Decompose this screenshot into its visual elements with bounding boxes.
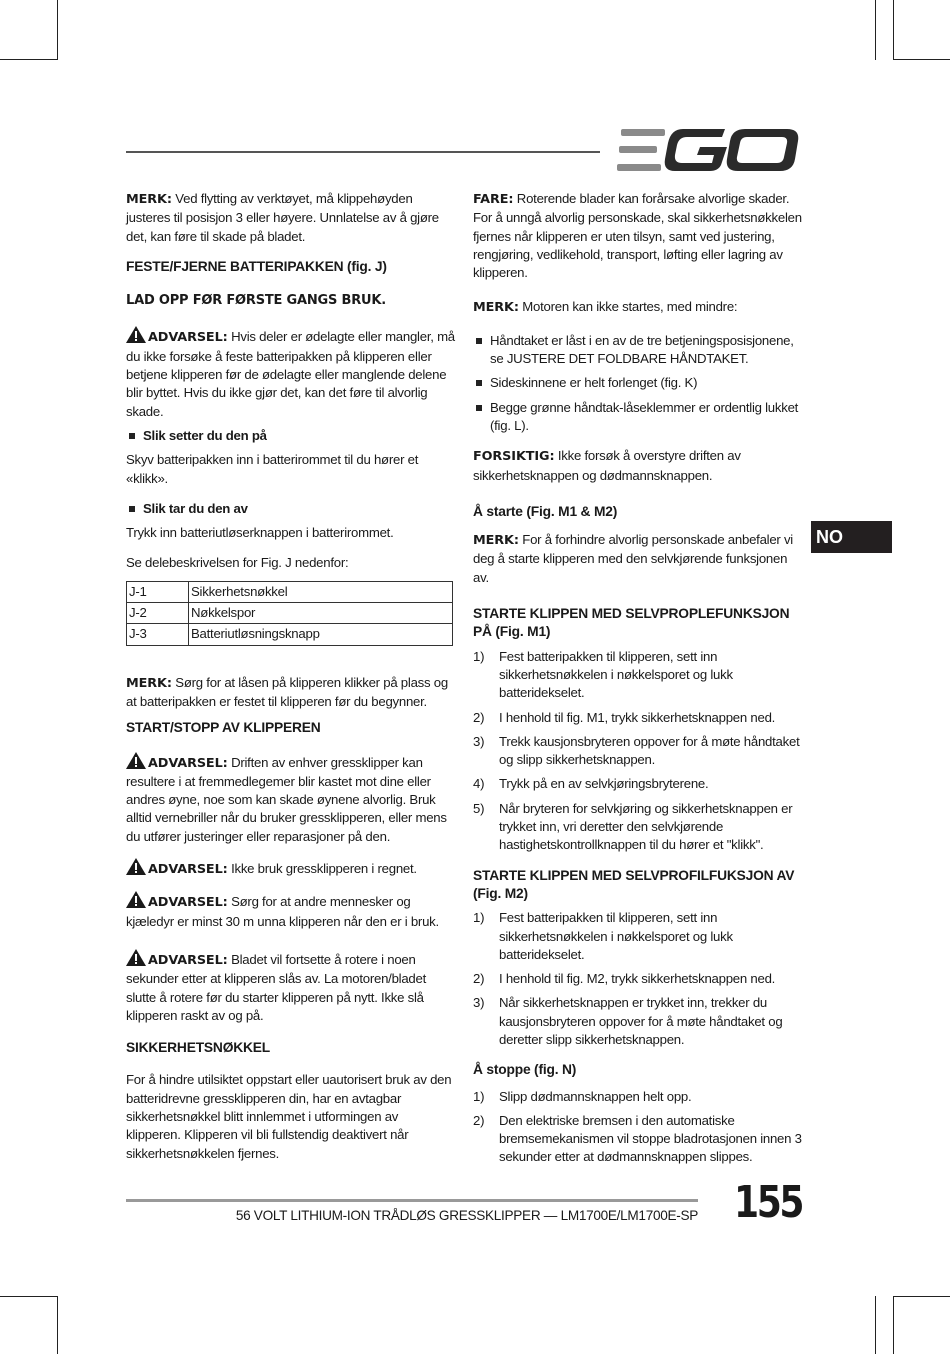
numbered-step: 1) Fest batteripakken til klipperen, sett inn sikkerhetsnøkkelen i nøkkelsporet og lukk batteridekselet. <box>473 648 733 701</box>
right-column <box>473 190 803 1173</box>
crop-mark <box>0 59 57 60</box>
warning-paragraph: ADVARSEL: Hvis deler er ødelagte eller mangler, må du ikke forsøke å feste batteripakken på klipperen eller betjene klipperen før de ødelagte eller manglende delene blir byttet. Hvis du ikke gjør det, kan det føre til alvorlig skade. <box>126 326 456 420</box>
footer-title: 56 VOLT LITHIUM-ION TRÅDLØS GRESSKLIPPER — LM1700E/LM1700E-SP <box>235 1208 698 1223</box>
section-heading: STARTE KLIPPEN MED SELVPROFILFUKSJON AV (Fig. M2) <box>473 867 795 901</box>
crop-mark <box>0 1296 57 1297</box>
danger-paragraph: FARE: Roterende blader kan forårsake alvorlige skader. For å unngå alvorlig personskade, skal sikkerhetsnøkkelen fjernes når klipperen er uten tilsyn, samt ved justering, rengjøring, vedlikehold, transport, løfting eller lagring av klipperen. <box>473 191 802 281</box>
crop-mark <box>893 59 950 60</box>
paragraph: For å hindre utilsiktet oppstart eller uautorisert bruk av den batteridrevne gressklipperen din, har en avtagbar sikkerhetsnøkkel blitt innlemmet i utformingen av klipperen. Klipperen vil bli fullstendig deaktivert når sikkerhetsnøkkelen fjernes. <box>126 1072 452 1161</box>
parts-table <box>126 581 453 646</box>
section-heading: STARTE KLIPPEN MED SELVPROPLEFUNKSJON PÅ (Fig. M1) <box>473 606 790 640</box>
numbered-step: 5) Når bryteren for selvkjøring og sikkerhetsknappen er trykket inn, vri deretter den selvkjørende hastighetskontrollknappen til du hører et "klikk". <box>473 800 793 853</box>
warning-icon <box>126 752 146 769</box>
section-heading: Å stoppe (fig. N) <box>473 1062 577 1078</box>
paragraph: Se delebeskrivelsen for Fig. J nedenfor: <box>126 555 349 571</box>
crop-mark <box>893 1296 894 1354</box>
warning-paragraph: ADVARSEL: Ikke bruk gressklipperen i regnet. <box>126 858 456 879</box>
section-heading: Å starte (Fig. M1 & M2) <box>473 503 618 519</box>
bullet-item: Slik tar du den av <box>126 500 456 518</box>
bullet-item: Begge grønne håndtak-låseklemmer er ordentlig lukket (fig. L). <box>473 399 803 436</box>
note-paragraph: MERK: Ved flytting av verktøyet, må klippehøyden justeres til posisjon 3 eller høyere. Unnlatelse av å gjøre det, kan føre til skade på bladet. <box>126 191 439 244</box>
section-heading: SIKKERHETSNØKKEL <box>126 1040 270 1056</box>
numbered-step: 3) Trekk kausjonsbryteren oppover for å møte håndtaket og slipp sikkerhetsknappen. <box>473 733 800 768</box>
caution-paragraph: FORSIKTIG: Ikke forsøk å overstyre driften av sikkerhetsknappen og dødmannsknappen. <box>473 448 741 483</box>
section-heading: FESTE/FJERNE BATTERIPAKKEN (fig. J) <box>126 258 387 274</box>
numbered-step: 3) Når sikkerhetsknappen er trykket inn, trekker du kausjonsbryteren oppover for å møte håndtaket og deretter slipp sikkerhetsknappen. <box>473 995 783 1047</box>
table-row <box>127 624 453 645</box>
bullet-item: Sideskinnene er helt forlenget (fig. K) <box>473 374 803 392</box>
paragraph: Trykk inn batteriutløserknappen i batterirommet. <box>126 525 394 541</box>
warning-paragraph: ADVARSEL: Bladet vil fortsette å rotere i noen sekunder etter at klipperen slås av. La motoren/bladet slutte å rotere før du starter klipperen på nytt. Ikke slå klipperen raskt av og på. <box>126 949 456 1025</box>
table-row <box>127 603 453 624</box>
warning-paragraph: ADVARSEL: Sørg for at andre mennesker og kjæledyr er minst 30 m unna klipperen når den er i bruk. <box>126 891 456 931</box>
crop-mark <box>875 1296 876 1354</box>
table-row <box>127 581 453 602</box>
note-paragraph: MERK: Sørg for at låsen på klipperen klikker på plass og at batteripakken er festet til klipperen før du begynner. <box>126 674 448 709</box>
crop-mark <box>57 1296 58 1354</box>
table-cell: J-2 <box>127 603 189 624</box>
note-paragraph: MERK: For å forhindre alvorlig personskade anbefaler vi deg å starte klipperen med den selvkjørende funksjonen av. <box>473 532 793 585</box>
language-tab: NO <box>811 521 892 553</box>
numbered-step: 2) I henhold til fig. M2, trykk sikkerhetsknappen ned. <box>473 971 776 987</box>
ego-logo <box>617 129 799 171</box>
section-heading: START/STOPP AV KLIPPEREN <box>126 720 321 736</box>
page-number: 155 <box>734 1177 802 1228</box>
crop-mark <box>875 0 876 60</box>
crop-mark <box>893 1296 950 1297</box>
crop-mark <box>893 0 894 60</box>
warning-icon <box>126 858 146 875</box>
warning-icon <box>126 891 146 908</box>
warning-paragraph: ADVARSEL: Driften av enhver gressklipper kan resultere i at fremmedlegemer blir kastet mot dine eller andres øyne, noe som kan skade øynene alvorlig. Bruk alltid vernebriller når du bruker gressklipperen, eller mens du utfører justeringer eller reparasjoner på den. <box>126 752 456 846</box>
warning-icon <box>126 326 146 343</box>
numbered-step: 4) Trykk på en av selvkjøringsbryterene. <box>473 776 709 792</box>
bullet-item: Håndtaket er låst i en av de tre betjeningsposisjonene, se JUSTERE DET FOLDBARE HÅNDTAKET. <box>473 332 803 369</box>
table-cell: Batteriutløsningsknapp <box>189 624 453 645</box>
header-rule <box>126 151 600 153</box>
left-column <box>126 190 456 1175</box>
numbered-step: 1) Fest batteripakken til klipperen, sett inn sikkerhetsnøkkelen i nøkkelsporet og lukk batteridekselet. <box>473 910 733 962</box>
bullet-item: Slik setter du den på <box>126 427 456 445</box>
note-paragraph: MERK: Motoren kan ikke startes, med mindre: <box>473 299 738 316</box>
section-heading: LAD OPP FØR FØRSTE GANGS BRUK. <box>126 293 386 309</box>
warning-icon <box>126 949 146 966</box>
numbered-step: 1) Slipp dødmannsknappen helt opp. <box>473 1088 692 1104</box>
footer-rule <box>126 1199 698 1202</box>
table-cell: Sikkerhetsnøkkel <box>189 581 453 602</box>
table-cell: Nøkkelspor <box>189 603 453 624</box>
paragraph: Skyv batteripakken inn i batterirommet til du hører et «klikk». <box>126 452 419 486</box>
numbered-step: 2) I henhold til fig. M1, trykk sikkerhetsknappen ned. <box>473 709 776 725</box>
table-cell: J-1 <box>127 581 189 602</box>
crop-mark <box>57 0 58 60</box>
numbered-step: 2) Den elektriske bremsen i den automatiske bremsemekanismen vil stoppe bladrotasjonen innen 3 sekunder etter at dødmannsknappen slippes. <box>473 1112 802 1165</box>
table-cell: J-3 <box>127 624 189 645</box>
